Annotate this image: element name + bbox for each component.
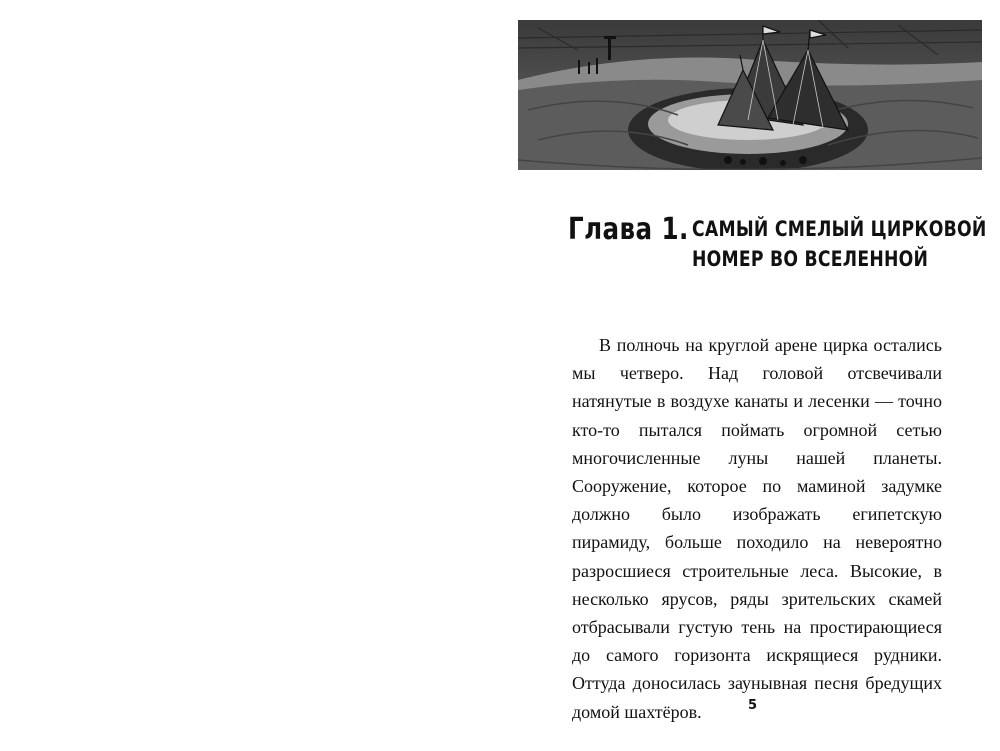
chapter-heading [568, 208, 988, 278]
right-page [500, 0, 1000, 751]
chapter-title-line-2: НОМЕР ВО ВСЕЛЕННОЙ [692, 247, 929, 271]
paragraph: В полночь на круглой арене цирка остались мы четверо. Над головой отсвечивали натянутые в воздухе канаты и лесенки — точно кто-то пытался поймать огромной сетью многочисленные луны нашей планеты. Сооружение, которое по маминой задумке должно было изображать египетскую пирамиду, больше походило на невероятно разросшиеся строительные леса. Высокие, в несколько ярусов, ряды зрительских скамей отбрасывали густую тень на простирающиеся до самого горизонта искрящиеся рудники. Оттуда доносилась заунывная песня бредущих домой шахтёров. [572, 335, 942, 722]
body-text [572, 331, 942, 726]
chapter-title-line-1: САМЫЙ СМЕЛЫЙ ЦИРКОВОЙ [692, 217, 987, 241]
chapter-number: Глава 1. [568, 212, 689, 247]
circus-illustration [518, 20, 982, 170]
chapter-title [692, 214, 987, 274]
page-number: 5 [748, 698, 758, 713]
